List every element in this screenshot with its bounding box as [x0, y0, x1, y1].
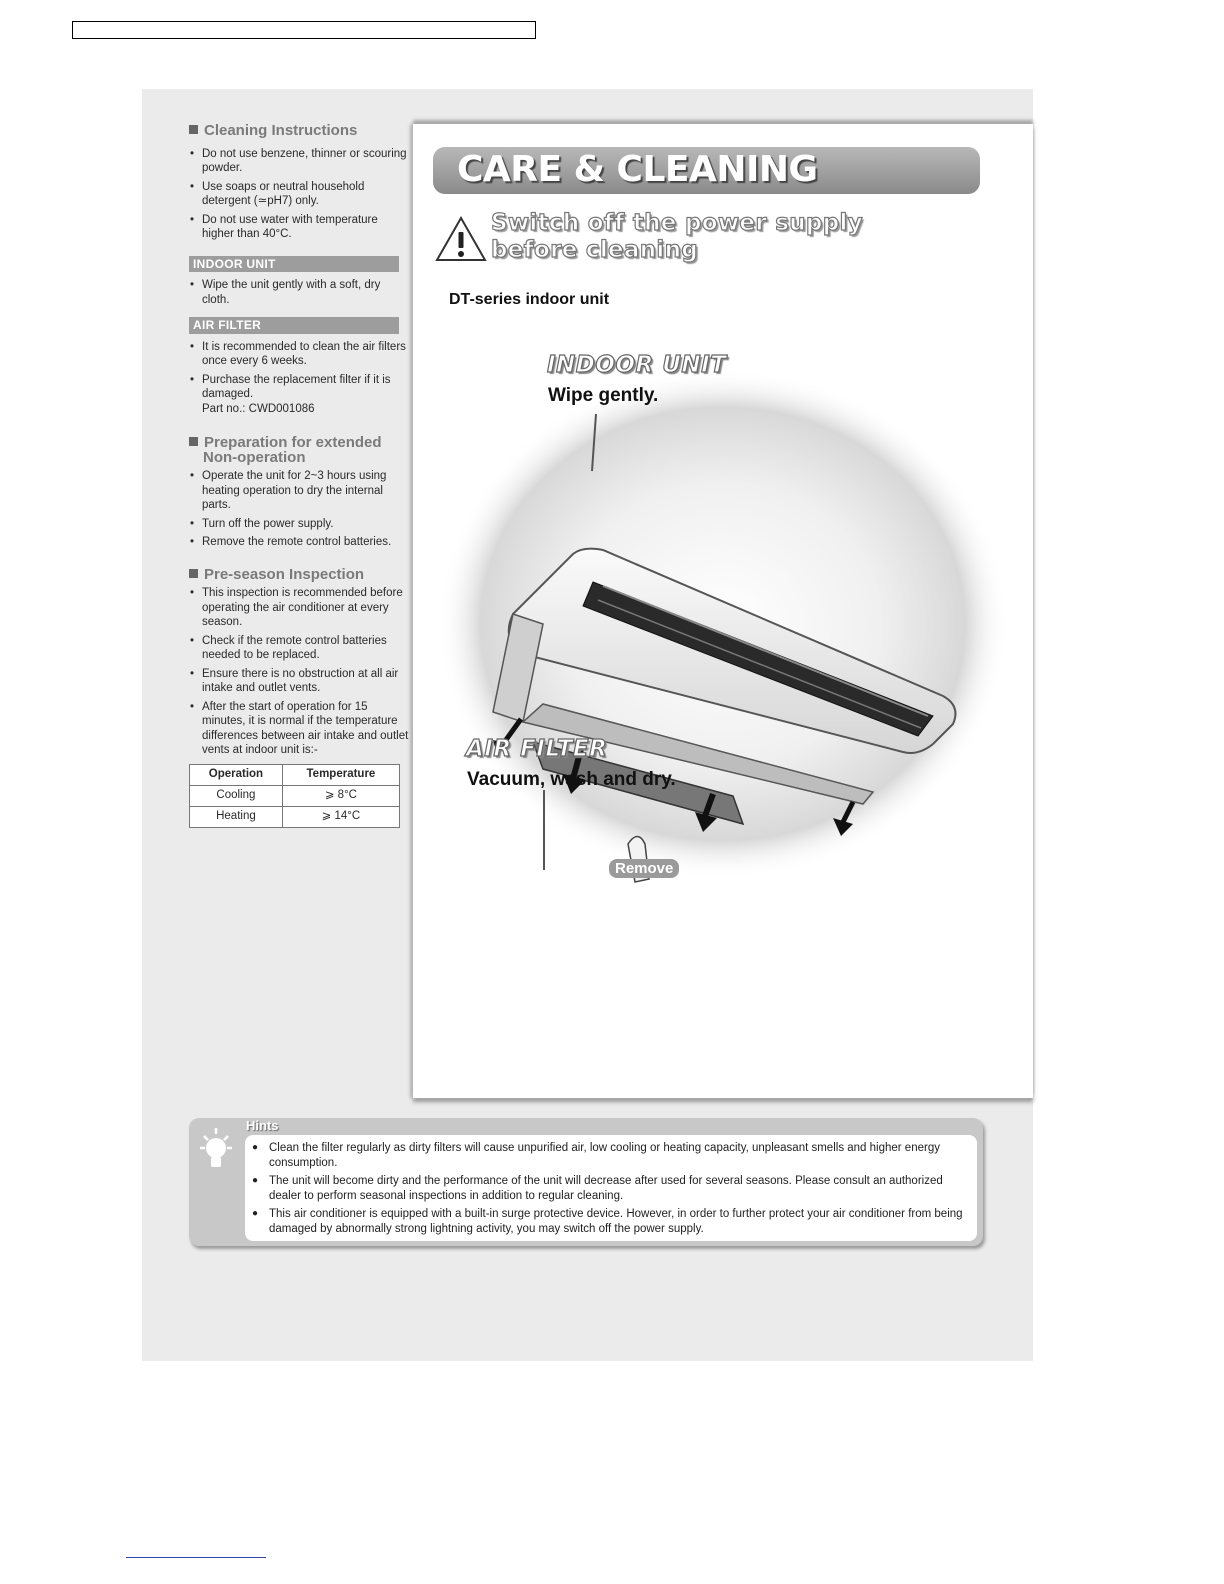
hints-title: Hints: [246, 1118, 279, 1133]
list-item: • Ensure there is no obstruction at all air intake and outlet vents.: [189, 667, 411, 696]
indoor-unit-list: [189, 278, 411, 307]
list-item: ● This air conditioner is equipped with a built-in surge protective device. However, in order to further protect your air conditioner from being damaged by abnormally strong lightning activity, you may switch off the power supply.: [269, 1207, 969, 1236]
list-item: ● The unit will become dirty and the performance of the unit will decrease after used for several seasons. Please consult an authorized dealer to perform seasonal inspections in addition to regular cleaning.: [269, 1174, 969, 1203]
lightbulb-icon: [196, 1124, 236, 1180]
table-row: [190, 806, 400, 827]
indoor-unit-label: INDOOR UNIT: [547, 352, 727, 378]
list-item: • Check if the remote control batteries needed to be replaced.: [189, 634, 411, 663]
list-item: • Do not use benzene, thinner or scouring powder.: [189, 147, 411, 176]
temperature-table: [189, 764, 400, 828]
indoor-unit-instruction: Wipe gently.: [548, 385, 659, 406]
list-item: • Operate the unit for 2~3 hours using heating operation to dry the internal parts.: [189, 469, 411, 513]
preseason-list: [189, 586, 411, 758]
preparation-list: [189, 469, 411, 550]
page-title: CARE & CLEANING: [457, 149, 818, 190]
list-item: • Use soaps or neutral household detergent (≃pH7) only.: [189, 180, 411, 209]
column-header: Temperature: [282, 764, 399, 785]
list-item: • After the start of operation for 15 minutes, it is normal if the temperature differences between air intake and outlet vents at indoor unit is:-: [189, 700, 411, 758]
list-item: • This inspection is recommended before operating the air conditioner at every season.: [189, 586, 411, 630]
table-cell: Heating: [190, 806, 283, 827]
part-number: Part no.: CWD001086: [202, 402, 315, 415]
hints-body: [245, 1135, 977, 1241]
air-filter-instruction: Vacuum, wash and dry.: [467, 769, 676, 790]
warning-triangle-icon: [435, 216, 487, 262]
air-filter-list: [189, 340, 411, 417]
square-bullet-icon: [189, 125, 198, 134]
footer-link-line: [126, 1557, 266, 1558]
air-filter-bar: AIR FILTER: [189, 317, 399, 334]
list-item: • It is recommended to clean the air filters once every 6 weeks.: [189, 340, 411, 369]
indoor-unit-bar: INDOOR UNIT: [189, 256, 399, 273]
list-item: • Remove the remote control batteries.: [189, 535, 411, 550]
indoor-unit-illustration: [413, 324, 1033, 884]
table-cell: Cooling: [190, 785, 283, 806]
header-box: [72, 21, 536, 39]
square-bullet-icon: [189, 437, 198, 446]
cleaning-instructions-heading: Cleaning Instructions: [189, 124, 411, 139]
air-conditioner-drawing: [413, 324, 1033, 884]
preparation-heading: Preparation for extended Non-operation: [189, 436, 411, 465]
square-bullet-icon: [189, 569, 198, 578]
list-item: • Do not use water with temperature higher than 40°C.: [189, 213, 411, 242]
air-filter-label: AIR FILTER: [466, 736, 608, 762]
table-row: [190, 785, 400, 806]
table-cell: ⩾ 14°C: [282, 806, 399, 827]
column-header: Operation: [190, 764, 283, 785]
power-warning: Switch off the power supply before cleaning: [491, 210, 863, 263]
list-item: • Turn off the power supply.: [189, 517, 411, 532]
remove-tag: Remove: [609, 859, 679, 878]
hints-list: [245, 1135, 977, 1236]
list-item: • Purchase the replacement filter if it is damaged. Part no.: CWD001086: [189, 373, 411, 417]
unit-model-label: DT-series indoor unit: [449, 291, 610, 308]
list-item: • Wipe the unit gently with a soft, dry cloth.: [189, 278, 411, 307]
sidebar: [189, 124, 411, 828]
hints-box: [189, 1118, 983, 1246]
table-header-row: [190, 764, 400, 785]
list-item: ● Clean the filter regularly as dirty filters will cause unpurified air, low cooling or heating capacity, unpleasant smells and higher energy consumption.: [269, 1141, 969, 1170]
table-cell: ⩾ 8°C: [282, 785, 399, 806]
care-cleaning-card: [413, 124, 1033, 1098]
cleaning-list: [189, 147, 411, 242]
preseason-heading: Pre-season Inspection: [189, 568, 411, 583]
title-banner: [433, 147, 980, 194]
